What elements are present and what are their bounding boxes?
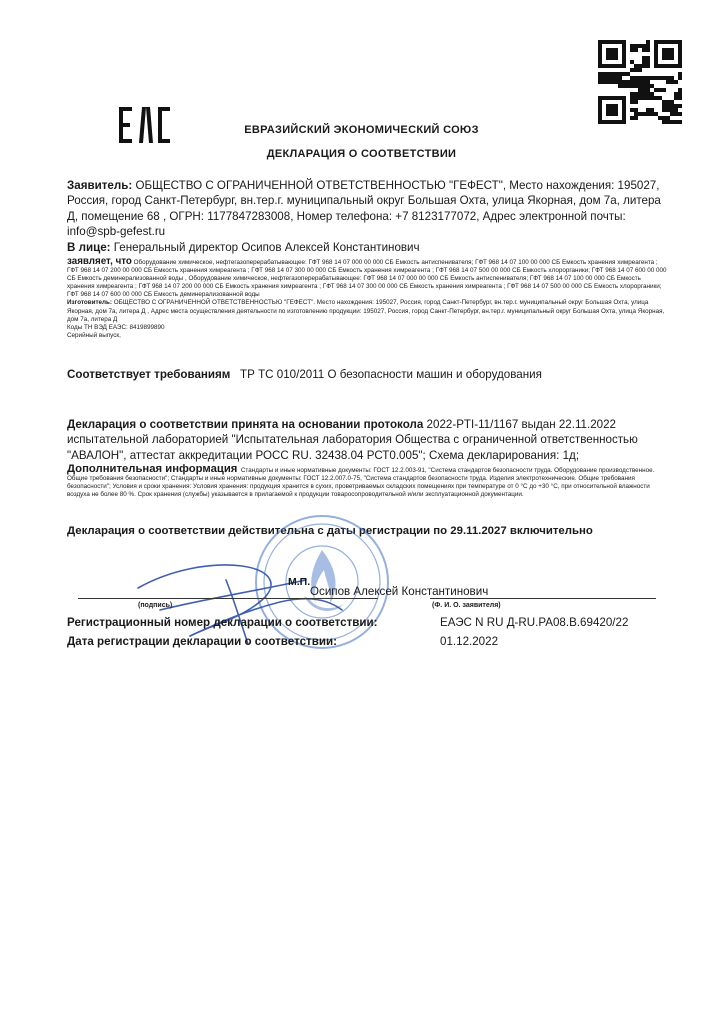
conformity-block	[67, 368, 667, 381]
person-text: Генеральный директор Осипов Алексей Константинович	[113, 240, 420, 254]
tnved-codes: Коды ТН ВЭД ЕАЭС: 8419899890	[67, 323, 165, 331]
applicant-block	[67, 178, 667, 255]
products-text: Оборудование химическое, нефтегазоперерабатывающее: ГФТ 968 14 07 000 00 000 СБ Емкость антиспенивателя; ГФТ 968 14 07 100 00 000 СБ Емкость хранения химреагента ; ГФТ 968 14 07 200 00 000 СБ Емкость хранения химреагента ; ГФТ 968 14 07 300 00 000 СБ Емкость хранения химреагента ; ГФТ 968 14 07 500 00 000 СБ Емкость хлорорганики; ГФТ 968 14 07 600 00 000 СБ Емкость деминерализованной воды , Оборудование химическое, нефтегазоперерабатывающее: ГФТ 968 14 07 000 00 000 СБ Емкость антиспенивателя; ГФТ 968 14 07 100 00 000 СБ Емкость хранения химреагента ; ГФТ 968 14 07 200 00 000 СБ Емкость хранения химреагента ; ГФТ 968 14 07 300 00 000 СБ Емкость хранения химреагента ; ГФТ 968 14 07 500 00 000 СБ Емкость хлорорганики; ГФТ 968 14 07 600 00 000 СБ Емкость деминерализованной воды	[67, 259, 667, 299]
conformity-label: Соответствует требованиям	[67, 368, 231, 381]
protocol-block	[67, 417, 667, 463]
manufacturer-text: ОБЩЕСТВО С ОГРАНИЧЕННОЙ ОТВЕТСТВЕННОСТЬЮ "ГЕФЕСТ". Место нахождения: 195027, Россия, город Санкт-Петербург, вн.тер.г. муниципальный округ Большая Охта, улица Якорная, дом 7а, литера Д , Адрес места осуществления деятельности по изготовлению продукции: 195027, Россия, город Санкт-Петербург, вн.тер.г. муниципальный округ Большая Охта, улица Якорная, дом 7а, литера Д	[67, 299, 665, 323]
name-caption: (Ф. И. О. заявителя)	[432, 602, 501, 609]
registration-date-label: Дата регистрации декларации о соответствии:	[67, 635, 337, 648]
signature-caption: (подпись)	[138, 602, 173, 609]
additional-label: Дополнительная информация	[67, 463, 238, 475]
applicant-label: Заявитель:	[67, 179, 133, 192]
signature-line	[78, 598, 378, 599]
declares-label: заявляет, что	[67, 256, 132, 267]
manufacturer-label: Изготовитель:	[67, 299, 113, 307]
additional-block	[67, 465, 667, 499]
registration-number: ЕАЭС N RU Д-RU.PA08.B.69420/22	[440, 616, 629, 629]
serial-note: Серийный выпуск,	[67, 331, 121, 339]
registration-date: 01.12.2022	[440, 635, 499, 648]
protocol-label: Декларация о соответствии принята на основании протокола	[67, 418, 424, 431]
declares-block	[67, 258, 667, 340]
seal-place-label: М.П.	[288, 576, 311, 588]
applicant-text: ОБЩЕСТВО С ОГРАНИЧЕННОЙ ОТВЕТСТВЕННОСТЬЮ "ГЕФЕСТ", Место нахождения: 195027, Россия, город Санкт-Петербург, вн.тер.г. муниципальный округ Большая Охта, улица Якорная, дом 7а, литера Д, помещение 68 , ОГРН: 1177847283008, Номер телефона: +7 8123177072, Адрес электронной почты: info@spb-gefest.ru	[67, 179, 661, 239]
conformity-text: ТР ТС 010/2011 О безопасности машин и оборудования	[240, 368, 542, 381]
validity-text: Декларация о соответствии действительна с даты регистрации по 29.11.2027 включительно	[67, 525, 593, 537]
qr-code	[598, 40, 682, 124]
signatory-name: Осипов Алексей Константинович	[310, 585, 489, 598]
registration-number-label: Регистрационный номер декларации о соответствии:	[67, 616, 378, 629]
person-label: В лице:	[67, 240, 111, 254]
union-title: ЕВРАЗИЙСКИЙ ЭКОНОМИЧЕСКИЙ СОЮЗ	[244, 124, 479, 136]
document-title: ДЕКЛАРАЦИЯ О СООТВЕТСТВИИ	[266, 148, 457, 160]
additional-text: Стандарты и иные нормативные документы: ГОСТ 12.2.003-91, "Система стандартов безопасности труда. Оборудование производственное. Общие требования безопасности"; Стандарты и иные нормативные документы: ГОСТ 12.2.007.0-75, "Система стандартов безопасности труда. Изделия электротехнические. Общие требования безопасности"; Условия и сроки хранения: Условия хранения: продукция хранится в сухих, проветриваемых складских помещениях при температуре от 0 °С до +30 °С, при относительной влажности воздуха не более 80 %. Срок хранения (службы) указывается в прилагаемой к продукции товаросопроводительной и/или эксплуатационной документации.	[67, 467, 655, 499]
name-line	[430, 598, 656, 599]
protocol-text: 2022-PTI-11/1167 выдан 22.11.2022 испытательной лабораторией "Испытательная лаборатория Общества с ограниченной ответственностью "АВАЛОН", аттестат аккредитации РОСС RU. 32438.04 РСТ0.005"; Схема декларирования: 1д;	[67, 418, 638, 462]
